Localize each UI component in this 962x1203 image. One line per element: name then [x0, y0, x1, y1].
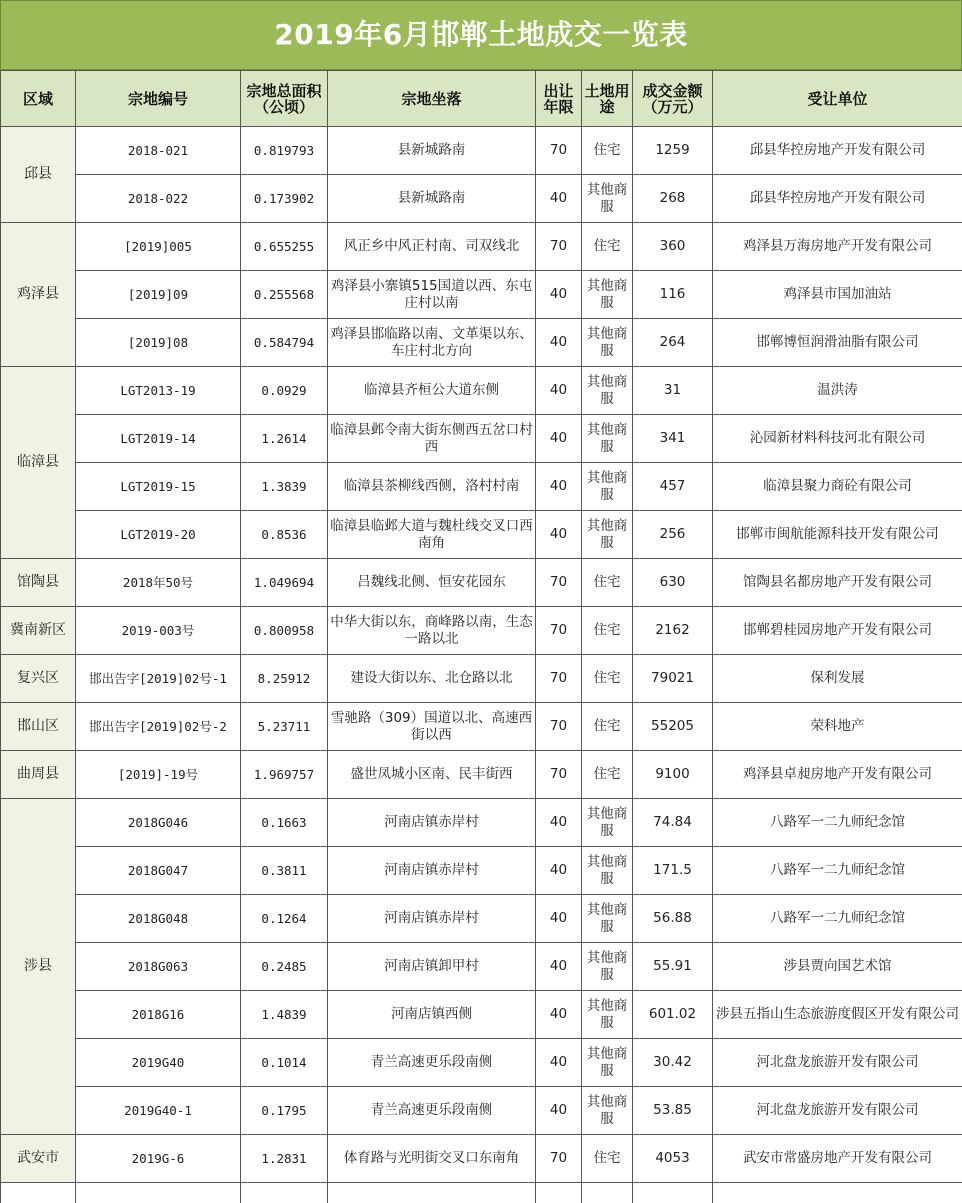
price-cell: 30.42 — [633, 1039, 713, 1087]
buyer-cell: 馆陶县名都房地产开发有限公司 — [713, 559, 962, 607]
price-cell: 53.85 — [633, 1087, 713, 1135]
use-cell: 住宅 — [582, 751, 633, 799]
region-cell: 涉县 — [1, 799, 76, 1135]
term-cell: 40 — [536, 175, 582, 223]
header-location: 宗地坐落 — [328, 71, 536, 127]
location-cell: 临漳县齐桓公大道东侧 — [328, 367, 536, 415]
area-cell: 0.2485 — [241, 943, 328, 991]
buyer-cell: 保利发展 — [713, 655, 962, 703]
region-cell: 武安市 — [1, 1135, 76, 1183]
use-cell: 住宅 — [582, 703, 633, 751]
parcel-id-cell: LGT2019-15 — [76, 463, 241, 511]
location-cell: 河南店镇卸甲村 — [328, 943, 536, 991]
term-cell: 40 — [536, 319, 582, 367]
region-cell: 鸡泽县 — [1, 223, 76, 367]
buyer-cell: 沁园新材料科技河北有限公司 — [713, 415, 962, 463]
header-term: 出让年限 — [536, 71, 582, 127]
term-cell: 40 — [536, 1087, 582, 1135]
parcel-id-cell: [2019]08 — [76, 319, 241, 367]
use-cell: 其他商服 — [582, 847, 633, 895]
header-price: 成交金额（万元） — [633, 71, 713, 127]
table-row — [1, 511, 962, 559]
price-cell: 4053 — [633, 1135, 713, 1183]
term-cell: 70 — [536, 559, 582, 607]
location-cell: 河南店镇西侧 — [328, 991, 536, 1039]
location-cell: 县新城路南 — [328, 175, 536, 223]
term-cell: 70 — [536, 1135, 582, 1183]
area-cell: 0.819793 — [241, 127, 328, 175]
area-cell: 0.255568 — [241, 271, 328, 319]
table-row — [1, 1039, 962, 1087]
location-cell: 风正乡中风正村南、司双线北 — [328, 223, 536, 271]
header-use: 土地用途 — [582, 71, 633, 127]
term-cell: 70 — [536, 607, 582, 655]
region-cell: 冀南新区 — [1, 607, 76, 655]
area-cell: 0.1014 — [241, 1039, 328, 1087]
buyer-cell: 邱县华控房地产开发有限公司 — [713, 127, 962, 175]
location-cell: 临漳县邺令南大街东侧西五岔口村西 — [328, 415, 536, 463]
buyer-cell: 八路军一二九师纪念馆 — [713, 895, 962, 943]
table-row — [1, 703, 962, 751]
location-cell: 鸡泽县邯临路以南、文革渠以东、车庄村北方向 — [328, 319, 536, 367]
cut-off-cell — [328, 1183, 536, 1203]
parcel-id-cell: 2018年50号 — [76, 559, 241, 607]
use-cell: 其他商服 — [582, 799, 633, 847]
buyer-cell: 邯郸碧桂园房地产开发有限公司 — [713, 607, 962, 655]
use-cell: 其他商服 — [582, 511, 633, 559]
table-row — [1, 415, 962, 463]
use-cell: 住宅 — [582, 607, 633, 655]
use-cell: 其他商服 — [582, 175, 633, 223]
table-row — [1, 751, 962, 799]
buyer-cell: 涉县五指山生态旅游度假区开发有限公司 — [713, 991, 962, 1039]
term-cell: 70 — [536, 127, 582, 175]
term-cell: 70 — [536, 703, 582, 751]
location-cell: 体育路与光明街交叉口东南角 — [328, 1135, 536, 1183]
use-cell: 其他商服 — [582, 415, 633, 463]
cut-off-cell — [1, 1183, 76, 1203]
buyer-cell: 河北盘龙旅游开发有限公司 — [713, 1087, 962, 1135]
parcel-id-cell: 2019-003号 — [76, 607, 241, 655]
parcel-id-cell: 邯出告字[2019]02号-1 — [76, 655, 241, 703]
location-cell: 临漳县茶柳线西侧，洛村村南 — [328, 463, 536, 511]
table-row — [1, 1135, 962, 1183]
cut-off-cell — [713, 1183, 962, 1203]
location-cell: 鸡泽县小寨镇515国道以西、东屯庄村以南 — [328, 271, 536, 319]
location-cell: 中华大街以东，商峰路以南，生态一路以北 — [328, 607, 536, 655]
price-cell: 2162 — [633, 607, 713, 655]
cut-off-cell — [582, 1183, 633, 1203]
use-cell: 住宅 — [582, 223, 633, 271]
use-cell: 其他商服 — [582, 1087, 633, 1135]
term-cell: 70 — [536, 751, 582, 799]
location-cell: 盛世凤城小区南、民丰街西 — [328, 751, 536, 799]
price-cell: 360 — [633, 223, 713, 271]
buyer-cell: 涉县贾向国艺术馆 — [713, 943, 962, 991]
area-cell: 0.1663 — [241, 799, 328, 847]
area-cell: 0.3811 — [241, 847, 328, 895]
area-cell: 0.800958 — [241, 607, 328, 655]
price-cell: 79021 — [633, 655, 713, 703]
table-row — [1, 847, 962, 895]
price-cell: 601.02 — [633, 991, 713, 1039]
parcel-id-cell: 2018G047 — [76, 847, 241, 895]
area-cell: 0.584794 — [241, 319, 328, 367]
use-cell: 其他商服 — [582, 943, 633, 991]
price-cell: 55.91 — [633, 943, 713, 991]
parcel-id-cell: 2019G-6 — [76, 1135, 241, 1183]
buyer-cell: 鸡泽县卓昶房地产开发有限公司 — [713, 751, 962, 799]
table-row — [1, 271, 962, 319]
parcel-id-cell: LGT2013-19 — [76, 367, 241, 415]
price-cell: 116 — [633, 271, 713, 319]
buyer-cell: 武安市常盛房地产开发有限公司 — [713, 1135, 962, 1183]
buyer-cell: 临漳县聚力商砼有限公司 — [713, 463, 962, 511]
header-area: 宗地总面积（公顷） — [241, 71, 328, 127]
term-cell: 40 — [536, 991, 582, 1039]
table-row — [1, 799, 962, 847]
term-cell: 70 — [536, 655, 582, 703]
price-cell: 9100 — [633, 751, 713, 799]
area-cell: 0.0929 — [241, 367, 328, 415]
header-parcel-id: 宗地编号 — [76, 71, 241, 127]
table-row — [1, 655, 962, 703]
buyer-cell: 鸡泽县市国加油站 — [713, 271, 962, 319]
term-cell: 40 — [536, 415, 582, 463]
term-cell: 40 — [536, 511, 582, 559]
parcel-id-cell: 2019G40 — [76, 1039, 241, 1087]
header-region: 区域 — [1, 71, 76, 127]
term-cell: 40 — [536, 367, 582, 415]
header-buyer: 受让单位 — [713, 71, 962, 127]
buyer-cell: 鸡泽县万海房地产开发有限公司 — [713, 223, 962, 271]
region-cell: 邱县 — [1, 127, 76, 223]
land-transaction-table — [0, 70, 962, 1203]
table-row — [1, 463, 962, 511]
parcel-id-cell: 2018G16 — [76, 991, 241, 1039]
parcel-id-cell: 2018G063 — [76, 943, 241, 991]
price-cell: 457 — [633, 463, 713, 511]
area-cell: 1.049694 — [241, 559, 328, 607]
use-cell: 住宅 — [582, 127, 633, 175]
area-cell: 5.23711 — [241, 703, 328, 751]
cut-off-cell — [536, 1183, 582, 1203]
region-cell: 曲周县 — [1, 751, 76, 799]
use-cell: 其他商服 — [582, 991, 633, 1039]
use-cell: 其他商服 — [582, 367, 633, 415]
term-cell: 40 — [536, 847, 582, 895]
cut-off-cell — [633, 1183, 713, 1203]
price-cell: 55205 — [633, 703, 713, 751]
area-cell: 0.1264 — [241, 895, 328, 943]
use-cell: 其他商服 — [582, 1039, 633, 1087]
location-cell: 县新城路南 — [328, 127, 536, 175]
term-cell: 40 — [536, 943, 582, 991]
table-row — [1, 991, 962, 1039]
parcel-id-cell: 2018G046 — [76, 799, 241, 847]
buyer-cell: 邯郸市闽航能源科技开发有限公司 — [713, 511, 962, 559]
price-cell: 74.84 — [633, 799, 713, 847]
parcel-id-cell: [2019]09 — [76, 271, 241, 319]
table-row — [1, 127, 962, 175]
location-cell: 河南店镇赤岸村 — [328, 847, 536, 895]
location-cell: 建设大街以东、北仓路以北 — [328, 655, 536, 703]
location-cell: 临漳县临邺大道与魏杜线交叉口西南角 — [328, 511, 536, 559]
parcel-id-cell: [2019]005 — [76, 223, 241, 271]
parcel-id-cell: 2018G048 — [76, 895, 241, 943]
parcel-id-cell: [2019]-19号 — [76, 751, 241, 799]
area-cell: 1.3839 — [241, 463, 328, 511]
term-cell: 40 — [536, 463, 582, 511]
table-row — [1, 223, 962, 271]
buyer-cell: 温洪涛 — [713, 367, 962, 415]
area-cell: 0.173902 — [241, 175, 328, 223]
use-cell: 其他商服 — [582, 463, 633, 511]
term-cell: 40 — [536, 799, 582, 847]
parcel-id-cell: 2019G40-1 — [76, 1087, 241, 1135]
table-row — [1, 607, 962, 655]
table-row — [1, 895, 962, 943]
table-row — [1, 1087, 962, 1135]
parcel-id-cell: 2018-022 — [76, 175, 241, 223]
area-cell: 1.2614 — [241, 415, 328, 463]
area-cell: 0.1795 — [241, 1087, 328, 1135]
use-cell: 其他商服 — [582, 271, 633, 319]
cut-off-cell — [76, 1183, 241, 1203]
use-cell: 其他商服 — [582, 319, 633, 367]
price-cell: 630 — [633, 559, 713, 607]
table-title: 2019年6月邯郸土地成交一览表 — [0, 0, 962, 70]
table-row — [1, 943, 962, 991]
price-cell: 31 — [633, 367, 713, 415]
buyer-cell: 邱县华控房地产开发有限公司 — [713, 175, 962, 223]
term-cell: 70 — [536, 223, 582, 271]
buyer-cell: 河北盘龙旅游开发有限公司 — [713, 1039, 962, 1087]
area-cell: 8.25912 — [241, 655, 328, 703]
buyer-cell: 荣科地产 — [713, 703, 962, 751]
table-row — [1, 175, 962, 223]
table-body — [1, 127, 962, 1203]
price-cell: 341 — [633, 415, 713, 463]
location-cell: 青兰高速更乐段南侧 — [328, 1039, 536, 1087]
parcel-id-cell: 邯出告字[2019]02号-2 — [76, 703, 241, 751]
price-cell: 268 — [633, 175, 713, 223]
price-cell: 1259 — [633, 127, 713, 175]
parcel-id-cell: LGT2019-14 — [76, 415, 241, 463]
region-cell: 馆陶县 — [1, 559, 76, 607]
region-cell: 邯山区 — [1, 703, 76, 751]
price-cell: 264 — [633, 319, 713, 367]
use-cell: 住宅 — [582, 655, 633, 703]
location-cell: 雪驰路（309）国道以北、高速西街以西 — [328, 703, 536, 751]
buyer-cell: 八路军一二九师纪念馆 — [713, 847, 962, 895]
use-cell: 住宅 — [582, 1135, 633, 1183]
price-cell: 171.5 — [633, 847, 713, 895]
use-cell: 住宅 — [582, 559, 633, 607]
region-cell: 临漳县 — [1, 367, 76, 559]
price-cell: 56.88 — [633, 895, 713, 943]
cut-off-row — [1, 1183, 962, 1203]
parcel-id-cell: 2018-021 — [76, 127, 241, 175]
location-cell: 吕魏线北侧、恒安花园东 — [328, 559, 536, 607]
location-cell: 青兰高速更乐段南侧 — [328, 1087, 536, 1135]
table-row — [1, 559, 962, 607]
header-row — [1, 71, 962, 127]
use-cell: 其他商服 — [582, 895, 633, 943]
buyer-cell: 邯郸博恒润滑油脂有限公司 — [713, 319, 962, 367]
area-cell: 0.655255 — [241, 223, 328, 271]
buyer-cell: 八路军一二九师纪念馆 — [713, 799, 962, 847]
region-cell: 复兴区 — [1, 655, 76, 703]
table-row — [1, 319, 962, 367]
term-cell: 40 — [536, 1039, 582, 1087]
term-cell: 40 — [536, 271, 582, 319]
area-cell: 1.969757 — [241, 751, 328, 799]
area-cell: 1.2831 — [241, 1135, 328, 1183]
table-row — [1, 367, 962, 415]
area-cell: 0.8536 — [241, 511, 328, 559]
location-cell: 河南店镇赤岸村 — [328, 799, 536, 847]
term-cell: 40 — [536, 895, 582, 943]
cut-off-cell — [241, 1183, 328, 1203]
location-cell: 河南店镇赤岸村 — [328, 895, 536, 943]
area-cell: 1.4839 — [241, 991, 328, 1039]
parcel-id-cell: LGT2019-20 — [76, 511, 241, 559]
price-cell: 256 — [633, 511, 713, 559]
